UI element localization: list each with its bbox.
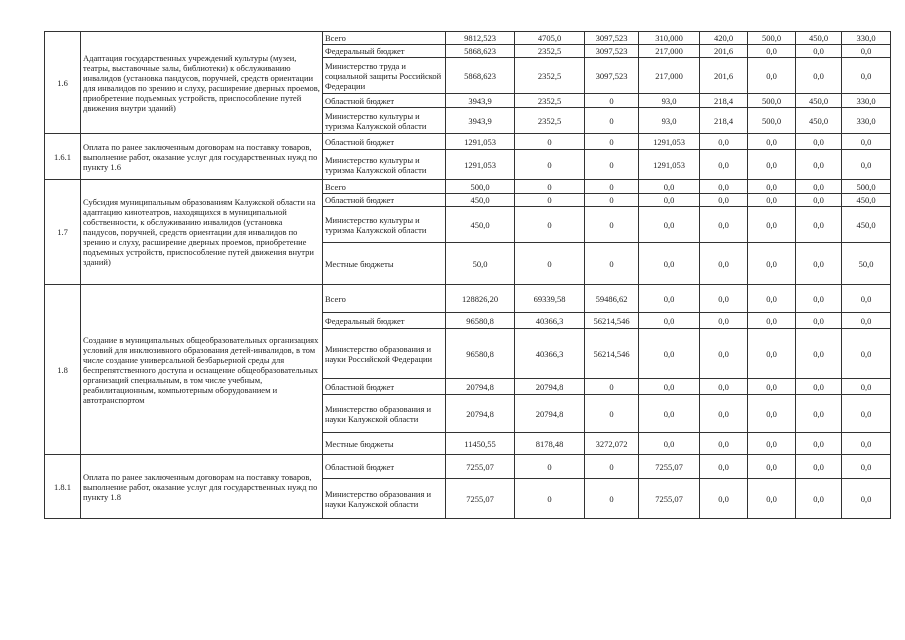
amount-cell: 0: [515, 134, 585, 150]
amount-cell: 0: [585, 194, 639, 207]
amount-cell: 0: [515, 207, 585, 243]
amount-cell: 450,0: [796, 32, 842, 45]
amount-cell: 0,0: [842, 150, 891, 180]
amount-cell: 0,0: [700, 395, 748, 433]
amount-cell: 0,0: [639, 207, 700, 243]
item-description: Оплата по ранее заключенным договорам на поставку товаров, выполнение работ, оказание услуг для государственных нужд по пункту 1.6: [81, 134, 323, 180]
funding-source: Министерство образования и науки Российской Федерации: [323, 329, 446, 379]
amount-cell: 0: [585, 94, 639, 108]
amount-cell: 218,4: [700, 94, 748, 108]
amount-cell: 500,0: [842, 180, 891, 194]
funding-source: Областной бюджет: [323, 455, 446, 479]
amount-cell: 500,0: [748, 94, 796, 108]
amount-cell: 0,0: [700, 194, 748, 207]
amount-cell: 2352,5: [515, 58, 585, 94]
funding-source: Всего: [323, 285, 446, 313]
amount-cell: 3097,523: [585, 58, 639, 94]
funding-source: Министерство образования и науки Калужской области: [323, 479, 446, 519]
amount-cell: 0,0: [748, 395, 796, 433]
amount-cell: 0,0: [796, 207, 842, 243]
amount-cell: 0,0: [796, 329, 842, 379]
amount-cell: 0,0: [842, 329, 891, 379]
amount-cell: 0,0: [700, 329, 748, 379]
amount-cell: 7255,07: [639, 479, 700, 519]
amount-cell: 0,0: [748, 243, 796, 285]
amount-cell: 0,0: [700, 285, 748, 313]
amount-cell: 0,0: [639, 329, 700, 379]
amount-cell: 0,0: [796, 379, 842, 395]
amount-cell: 0,0: [748, 479, 796, 519]
amount-cell: 2352,5: [515, 108, 585, 134]
amount-cell: 96580,8: [446, 329, 515, 379]
amount-cell: 40366,3: [515, 313, 585, 329]
amount-cell: 50,0: [446, 243, 515, 285]
amount-cell: 0,0: [700, 180, 748, 194]
funding-source: Областной бюджет: [323, 134, 446, 150]
amount-cell: 20794,8: [446, 395, 515, 433]
funding-source: Министерство труда и социальной защиты Российской Федерации: [323, 58, 446, 94]
amount-cell: 500,0: [446, 180, 515, 194]
amount-cell: 450,0: [446, 207, 515, 243]
item-description: Создание в муниципальных общеобразовательных организациях условий для инклюзивного образования детей-инвалидов, в том числе создание универсальной безбарьерной среды для беспрепятственного доступа и оснащение общеобразовательных организаций специальным, в том числе учебным, реабилитационным, компьютерным оборудованием и автотранспортом: [81, 285, 323, 455]
funding-source: Местные бюджеты: [323, 243, 446, 285]
amount-cell: 0,0: [796, 150, 842, 180]
item-number: 1.6.1: [45, 134, 81, 180]
amount-cell: 0: [585, 207, 639, 243]
amount-cell: 7255,07: [446, 455, 515, 479]
amount-cell: 0: [515, 180, 585, 194]
funding-source: Федеральный бюджет: [323, 313, 446, 329]
amount-cell: 20794,8: [446, 379, 515, 395]
amount-cell: 0,0: [748, 379, 796, 395]
amount-cell: 0,0: [842, 285, 891, 313]
item-number: 1.8.1: [45, 455, 81, 519]
amount-cell: 450,0: [796, 108, 842, 134]
funding-source: Федеральный бюджет: [323, 45, 446, 58]
amount-cell: 59486,62: [585, 285, 639, 313]
amount-cell: 96580,8: [446, 313, 515, 329]
amount-cell: 0: [585, 455, 639, 479]
amount-cell: 0,0: [796, 243, 842, 285]
amount-cell: 0,0: [700, 479, 748, 519]
amount-cell: 330,0: [842, 108, 891, 134]
amount-cell: 3272,072: [585, 433, 639, 455]
funding-source: Министерство культуры и туризма Калужской области: [323, 150, 446, 180]
amount-cell: 0: [515, 194, 585, 207]
amount-cell: 0,0: [639, 395, 700, 433]
amount-cell: 217,000: [639, 58, 700, 94]
amount-cell: 0,0: [700, 379, 748, 395]
amount-cell: 0,0: [700, 150, 748, 180]
amount-cell: 0: [585, 243, 639, 285]
amount-cell: 56214,546: [585, 329, 639, 379]
item-description: Адаптация государственных учреждений культуры (музеи, театры, выставочные залы, библиотеки) к обслуживанию инвалидов (установка пандусов, поручней, средств ориентации для инвалидов по зрению и слуху, расширение дверных проемов, приобретение подъемных устройств, приспособление путей движения внутри зданий): [81, 32, 323, 134]
amount-cell: 330,0: [842, 94, 891, 108]
amount-cell: 0,0: [796, 45, 842, 58]
funding-source: Министерство культуры и туризма Калужской области: [323, 108, 446, 134]
budget-table: [44, 31, 891, 519]
amount-cell: 0,0: [700, 134, 748, 150]
amount-cell: 9812,523: [446, 32, 515, 45]
amount-cell: 93,0: [639, 94, 700, 108]
amount-cell: 1291,053: [446, 150, 515, 180]
item-number: 1.7: [45, 180, 81, 285]
amount-cell: 1291,053: [639, 134, 700, 150]
amount-cell: 0,0: [842, 433, 891, 455]
amount-cell: 0: [515, 243, 585, 285]
amount-cell: 0: [585, 134, 639, 150]
funding-source: Местные бюджеты: [323, 433, 446, 455]
amount-cell: 500,0: [748, 32, 796, 45]
amount-cell: 0: [585, 479, 639, 519]
amount-cell: 56214,546: [585, 313, 639, 329]
amount-cell: 0,0: [639, 379, 700, 395]
amount-cell: 0,0: [796, 58, 842, 94]
amount-cell: 0,0: [748, 207, 796, 243]
amount-cell: 1291,053: [446, 134, 515, 150]
amount-cell: 20794,8: [515, 395, 585, 433]
funding-source: Министерство образования и науки Калужской области: [323, 395, 446, 433]
amount-cell: 0,0: [639, 285, 700, 313]
amount-cell: 0,0: [748, 194, 796, 207]
amount-cell: 0,0: [796, 433, 842, 455]
amount-cell: 0,0: [796, 455, 842, 479]
funding-source: Министерство культуры и туризма Калужской области: [323, 207, 446, 243]
table-row: [45, 455, 891, 479]
table-row: [45, 32, 891, 45]
amount-cell: 3943,9: [446, 108, 515, 134]
amount-cell: 20794,8: [515, 379, 585, 395]
amount-cell: 0: [585, 180, 639, 194]
funding-source: Областной бюджет: [323, 194, 446, 207]
amount-cell: 0,0: [748, 313, 796, 329]
amount-cell: 0: [515, 455, 585, 479]
amount-cell: 0,0: [700, 207, 748, 243]
funding-source: Областной бюджет: [323, 379, 446, 395]
amount-cell: 40366,3: [515, 329, 585, 379]
amount-cell: 3097,523: [585, 32, 639, 45]
amount-cell: 0: [515, 150, 585, 180]
amount-cell: 0,0: [700, 313, 748, 329]
amount-cell: 69339,58: [515, 285, 585, 313]
amount-cell: 5868,623: [446, 45, 515, 58]
amount-cell: 4705,0: [515, 32, 585, 45]
amount-cell: 0: [585, 150, 639, 180]
amount-cell: 0,0: [748, 329, 796, 379]
amount-cell: 11450,55: [446, 433, 515, 455]
amount-cell: 0,0: [842, 455, 891, 479]
table-body: [45, 32, 891, 519]
item-description: Оплата по ранее заключенным договорам на поставку товаров, выполнение работ, оказание услуг для государственных нужд по пункту 1.8: [81, 455, 323, 519]
amount-cell: 0,0: [748, 433, 796, 455]
amount-cell: 0: [585, 395, 639, 433]
amount-cell: 0,0: [639, 433, 700, 455]
amount-cell: 420,0: [700, 32, 748, 45]
amount-cell: 1291,053: [639, 150, 700, 180]
amount-cell: 0,0: [700, 243, 748, 285]
amount-cell: 0,0: [842, 313, 891, 329]
amount-cell: 0,0: [842, 45, 891, 58]
amount-cell: 7255,07: [639, 455, 700, 479]
amount-cell: 0,0: [639, 243, 700, 285]
table-row: [45, 134, 891, 150]
amount-cell: 0,0: [842, 395, 891, 433]
amount-cell: 5868,623: [446, 58, 515, 94]
amount-cell: 0,0: [639, 180, 700, 194]
amount-cell: 0,0: [748, 134, 796, 150]
amount-cell: 500,0: [748, 108, 796, 134]
amount-cell: 0,0: [748, 58, 796, 94]
amount-cell: 3943,9: [446, 94, 515, 108]
amount-cell: 0,0: [748, 180, 796, 194]
amount-cell: 0,0: [639, 194, 700, 207]
amount-cell: 2352,5: [515, 45, 585, 58]
amount-cell: 201,6: [700, 45, 748, 58]
amount-cell: 0,0: [796, 313, 842, 329]
amount-cell: 128826,20: [446, 285, 515, 313]
item-description: Субсидия муниципальным образованиям Калужской области на адаптацию кинотеатров, находящихся в муниципальной собственности, к обслуживанию инвалидов (установка пандусов, поручней, средств ориентации для инвалидов по зрению и слуху, расширение дверных проемов, приобретение подъемных устройств, приспособление путей движения внутри зданий): [81, 180, 323, 285]
amount-cell: 0,0: [842, 379, 891, 395]
item-number: 1.8: [45, 285, 81, 455]
amount-cell: 0,0: [796, 194, 842, 207]
amount-cell: 450,0: [842, 207, 891, 243]
amount-cell: 0,0: [796, 285, 842, 313]
amount-cell: 330,0: [842, 32, 891, 45]
amount-cell: 0,0: [842, 134, 891, 150]
amount-cell: 0,0: [700, 455, 748, 479]
amount-cell: 0,0: [748, 45, 796, 58]
amount-cell: 450,0: [842, 194, 891, 207]
funding-source: Областной бюджет: [323, 94, 446, 108]
amount-cell: 0: [585, 379, 639, 395]
amount-cell: 0,0: [842, 479, 891, 519]
amount-cell: 218,4: [700, 108, 748, 134]
amount-cell: 0,0: [748, 150, 796, 180]
amount-cell: 310,000: [639, 32, 700, 45]
amount-cell: 201,6: [700, 58, 748, 94]
amount-cell: 93,0: [639, 108, 700, 134]
amount-cell: 0: [515, 479, 585, 519]
amount-cell: 8178,48: [515, 433, 585, 455]
amount-cell: 0,0: [842, 58, 891, 94]
funding-source: Всего: [323, 32, 446, 45]
table-row: [45, 180, 891, 194]
amount-cell: 50,0: [842, 243, 891, 285]
amount-cell: 2352,5: [515, 94, 585, 108]
amount-cell: 0: [585, 108, 639, 134]
amount-cell: 0,0: [796, 479, 842, 519]
funding-source: Всего: [323, 180, 446, 194]
amount-cell: 0,0: [639, 313, 700, 329]
amount-cell: 0,0: [748, 285, 796, 313]
amount-cell: 0,0: [700, 433, 748, 455]
amount-cell: 3097,523: [585, 45, 639, 58]
amount-cell: 0,0: [796, 134, 842, 150]
amount-cell: 0,0: [796, 180, 842, 194]
amount-cell: 450,0: [796, 94, 842, 108]
amount-cell: 217,000: [639, 45, 700, 58]
amount-cell: 450,0: [446, 194, 515, 207]
amount-cell: 7255,07: [446, 479, 515, 519]
amount-cell: 0,0: [796, 395, 842, 433]
item-number: 1.6: [45, 32, 81, 134]
table-row: [45, 285, 891, 313]
amount-cell: 0,0: [748, 455, 796, 479]
